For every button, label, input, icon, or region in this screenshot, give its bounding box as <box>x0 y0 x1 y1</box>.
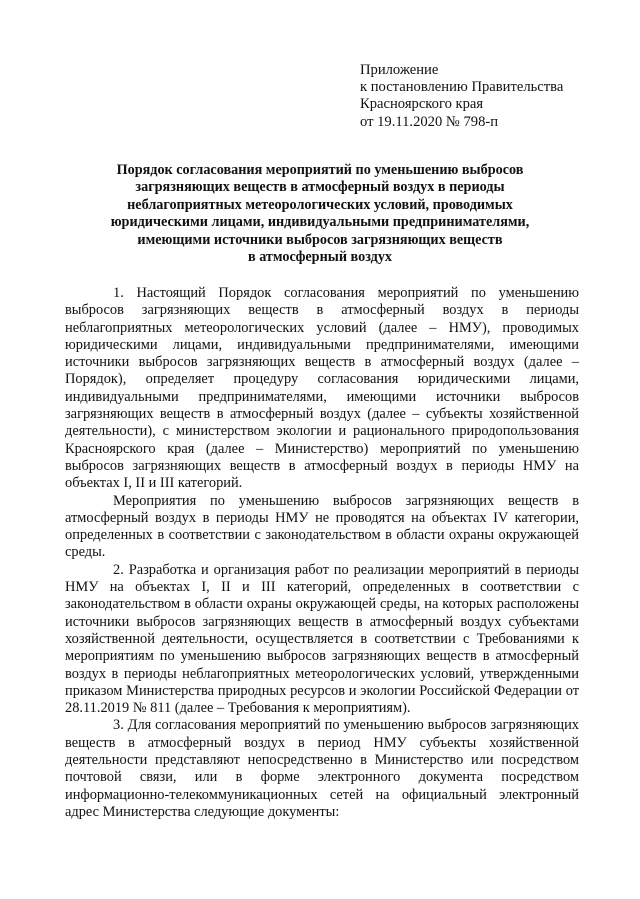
paragraph: Мероприятия по уменьшению выбросов загрязняющих веществ в атмосферный воздух в периоды НМУ не проводятся на объектах IV категории, определенных в соответствии с законодательством в области охраны окружающей среды. <box>65 492 579 561</box>
appendix-header <box>360 62 630 131</box>
title-line: Порядок согласования мероприятий по уменьшению выбросов <box>116 162 524 178</box>
appendix-line: Приложение <box>360 62 439 78</box>
title-line: неблагоприятных метеорологических условий, проводимых <box>127 196 513 213</box>
appendix-line: от 19.11.2020 № 798-п <box>360 113 499 130</box>
appendix-line: к постановлению Правительства <box>360 79 564 96</box>
document-title <box>60 162 580 266</box>
title-line: загрязняющих веществ в атмосферный воздух в периоды <box>135 179 505 196</box>
document-body <box>65 285 579 821</box>
appendix-line: Красноярского края <box>360 96 484 113</box>
title-line: имеющими источники выбросов загрязняющих веществ <box>137 231 503 248</box>
paragraph: 3. Для согласования мероприятий по уменьшению выбросов загрязняющих веществ в атмосферный воздух в период НМУ субъекты хозяйственной деятельности представляют непосредственно в Министерство или посредством почтовой связи, или в форме электронного документа посредством информационно-телекоммуникационных сетей на официальный электронный адрес Министерства следующие документы: <box>65 717 579 820</box>
title-line: юридическими лицами, индивидуальными предпринимателями, <box>110 214 530 231</box>
paragraph: 2. Разработка и организация работ по реализации мероприятий в периоды НМУ на объектах I, II и III категорий, определенных в соответствии с законодательством в области охраны окружающей среды, на которых расположены источники выбросов загрязняющих веществ в атмосферный воздух субъектами хозяйственной деятельности, осуществляется в соответствии с Требованиями к мероприятиям по уменьшению выбросов загрязняющих веществ в атмосферный воздух в периоды неблагоприятных метеорологических условий, утвержденными приказом Министерства природных ресурсов и экологии Российской Федерации от 28.11.2019 № 811 (далее – Требования к мероприятиям). <box>65 561 579 717</box>
title-line: в атмосферный воздух <box>247 249 393 266</box>
paragraph: 1. Настоящий Порядок согласования мероприятий по уменьшению выбросов загрязняющих веществ в атмосферный воздух в периоды неблагоприятных метеорологических условий (далее – НМУ), проводимых юридическими лицами, индивидуальными предпринимателями, имеющими источники выбросов загрязняющих веществ в атмосферный воздух (далее – Порядок), определяет процедуру согласования юридическими лицами, индивидуальными предпринимателями, имеющими источники выбросов загрязняющих веществ в атмосферный воздух (далее – субъекты хозяйственной деятельности), с министерством экологии и рационального природопользования Красноярского края (далее – Министерство) мероприятий по уменьшению выбросов загрязняющих веществ в атмосферный воздух в периоды НМУ на объектах I, II и III категорий. <box>65 285 579 492</box>
